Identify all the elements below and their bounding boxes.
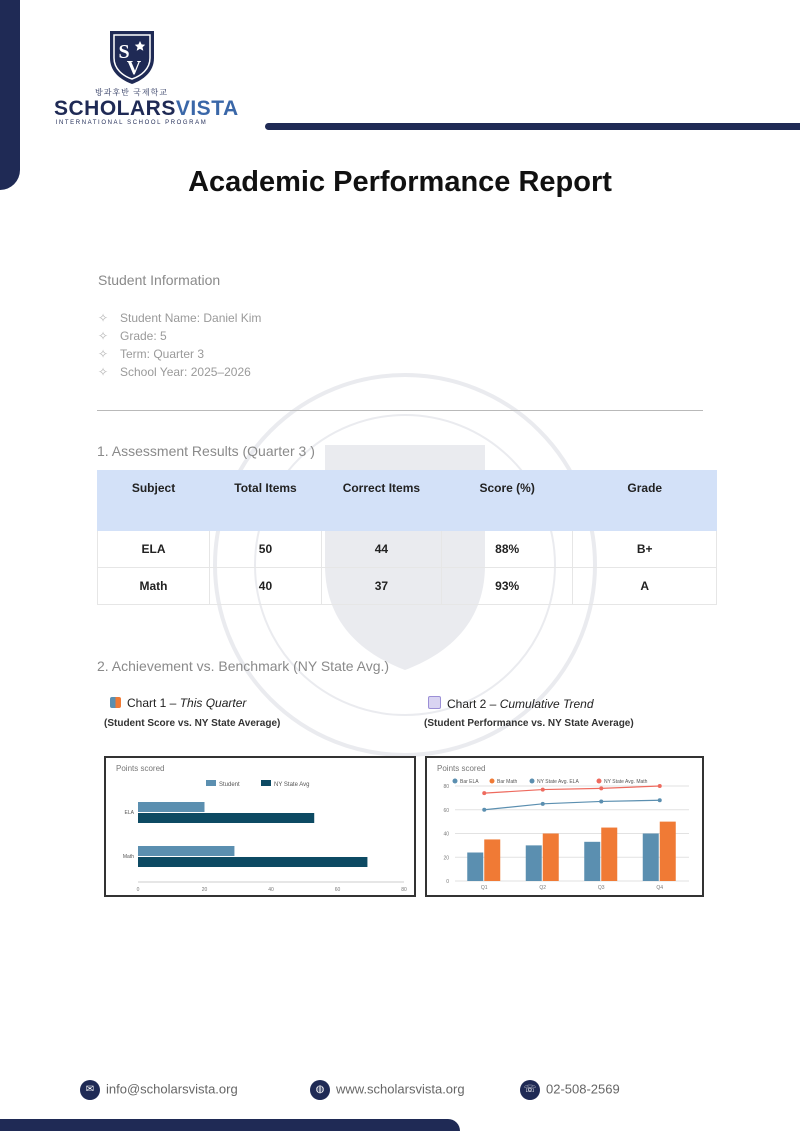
footer-email[interactable] bbox=[80, 1080, 238, 1100]
series-line bbox=[484, 800, 660, 810]
corner-accent bbox=[0, 0, 20, 190]
cell-total-items: 50 bbox=[210, 531, 322, 568]
chart1-subtitle: (Student Score vs. NY State Average) bbox=[104, 718, 281, 729]
bar bbox=[526, 845, 542, 881]
chart2-caption-emphasis: Cumulative Trend bbox=[499, 697, 594, 711]
bar-chart-icon bbox=[110, 697, 121, 708]
chart1-caption-prefix: Chart 1 – bbox=[127, 696, 180, 710]
legend-swatch bbox=[490, 779, 495, 784]
footer-website[interactable] bbox=[310, 1080, 465, 1100]
email-text[interactable]: info@scholarsvista.org bbox=[106, 1081, 238, 1097]
bar bbox=[467, 853, 483, 882]
cell-grade: A bbox=[573, 568, 717, 605]
bar bbox=[543, 834, 559, 882]
legend-swatch bbox=[206, 780, 216, 786]
table-row bbox=[98, 568, 717, 605]
cell-score: 93% bbox=[441, 568, 573, 605]
data-point bbox=[599, 786, 603, 790]
legend-swatch bbox=[453, 779, 458, 784]
chart2-subtitle: (Student Performance vs. NY State Average) bbox=[424, 718, 634, 729]
logo-word-scholars: SCHOLARS bbox=[54, 97, 176, 120]
logo-subtitle: INTERNATIONAL SCHOOL PROGRAM bbox=[55, 120, 208, 126]
chart1-plot bbox=[106, 758, 414, 895]
diamond-bullet-icon: ✧ bbox=[98, 329, 109, 343]
bar bbox=[138, 846, 234, 856]
legend-label: NY State Avg bbox=[274, 782, 310, 788]
cell-correct-items: 37 bbox=[321, 568, 441, 605]
x-tick-label: 60 bbox=[334, 887, 341, 893]
globe-icon: ◍ bbox=[310, 1080, 330, 1100]
footer-accent-bar bbox=[0, 1119, 460, 1131]
logo-korean-text: 방과후반 국제학교 bbox=[94, 88, 169, 97]
header-rule bbox=[265, 123, 800, 130]
logo-word-vista: VISTA bbox=[175, 97, 239, 120]
mail-icon: ✉ bbox=[80, 1080, 100, 1100]
bar bbox=[584, 842, 600, 881]
column-header-grade: Grade bbox=[573, 471, 717, 531]
x-tick-label: 0 bbox=[136, 887, 140, 893]
x-tick-label: Q2 bbox=[539, 885, 547, 891]
data-point bbox=[541, 788, 545, 792]
cell-score: 88% bbox=[441, 531, 573, 568]
data-point bbox=[599, 799, 603, 803]
diamond-bullet-icon: ✧ bbox=[98, 365, 109, 379]
diamond-bullet-icon: ✧ bbox=[98, 347, 109, 361]
legend-label: NY State Avg. ELA bbox=[537, 779, 579, 785]
student-name: Student Name: Daniel Kim bbox=[120, 311, 262, 325]
list-item bbox=[98, 345, 261, 363]
column-header-score: Score (%) bbox=[441, 471, 573, 531]
column-header-subject: Subject bbox=[98, 471, 210, 531]
student-info-label: Student Information bbox=[98, 272, 221, 288]
data-point bbox=[541, 802, 545, 806]
list-item bbox=[98, 309, 261, 327]
legend-label: NY State Avg. Math bbox=[604, 779, 648, 785]
shield-logo-icon bbox=[107, 28, 157, 86]
data-point bbox=[658, 798, 662, 802]
chart1-caption bbox=[110, 696, 246, 710]
section-divider bbox=[97, 410, 703, 411]
assessment-table bbox=[97, 470, 717, 605]
bar bbox=[138, 802, 205, 812]
y-tick-label: 40 bbox=[443, 831, 449, 838]
series-line bbox=[484, 786, 660, 793]
legend-label: Bar ELA bbox=[460, 779, 479, 785]
legend-label: Bar Math bbox=[497, 779, 518, 785]
website-text[interactable]: www.scholarsvista.org bbox=[336, 1081, 465, 1097]
bar bbox=[484, 839, 500, 881]
chart2-caption bbox=[428, 696, 594, 711]
legend-swatch bbox=[261, 780, 271, 786]
bar bbox=[138, 857, 367, 867]
column-header-total-items: Total Items bbox=[210, 471, 322, 531]
list-item bbox=[98, 327, 261, 345]
student-term: Term: Quarter 3 bbox=[120, 347, 205, 361]
bar bbox=[601, 828, 617, 881]
cell-subject: Math bbox=[98, 568, 210, 605]
assessment-heading: 1. Assessment Results (Quarter 3 ) bbox=[97, 443, 315, 459]
data-point bbox=[482, 791, 486, 795]
bar bbox=[138, 813, 314, 823]
student-grade: Grade: 5 bbox=[120, 329, 167, 343]
cell-subject: ELA bbox=[98, 531, 210, 568]
line-chart-icon bbox=[428, 696, 441, 709]
x-tick-label: Q1 bbox=[480, 885, 488, 891]
legend-swatch bbox=[530, 779, 535, 784]
logo-wordmark bbox=[54, 97, 239, 120]
svg-text:V: V bbox=[126, 57, 141, 79]
svg-text:S: S bbox=[117, 41, 130, 63]
y-tick-label: 20 bbox=[443, 855, 449, 862]
bar bbox=[660, 822, 676, 881]
data-point bbox=[658, 784, 662, 788]
y-tick-label: 0 bbox=[446, 879, 449, 885]
school-logo bbox=[54, 28, 239, 126]
phone-icon: ☏ bbox=[520, 1080, 540, 1100]
chart2-caption-prefix: Chart 2 – bbox=[447, 697, 500, 711]
list-item bbox=[98, 363, 261, 381]
x-tick-label: 40 bbox=[268, 887, 274, 893]
report-title: Academic Performance Report bbox=[188, 166, 612, 198]
data-point bbox=[482, 808, 486, 812]
legend-label: Student bbox=[219, 782, 240, 788]
y-tick-label: ELA bbox=[124, 810, 134, 816]
table-row bbox=[98, 531, 717, 568]
chart1-caption-emphasis: This Quarter bbox=[179, 696, 247, 710]
y-tick-label: Math bbox=[122, 854, 134, 860]
chart1-frame bbox=[104, 756, 416, 897]
achievement-heading: 2. Achievement vs. Benchmark (NY State Avg.) bbox=[97, 658, 390, 674]
x-tick-label: 20 bbox=[201, 887, 208, 893]
x-tick-label: Q4 bbox=[656, 885, 664, 891]
column-header-correct-items: Correct Items bbox=[321, 471, 441, 531]
legend-swatch bbox=[597, 779, 602, 784]
student-info-list bbox=[98, 309, 261, 381]
cell-grade: B+ bbox=[573, 531, 717, 568]
chart2-frame bbox=[425, 756, 704, 897]
x-tick-label: 80 bbox=[401, 887, 407, 893]
chart1-title: Points scored bbox=[116, 764, 165, 773]
cell-total-items: 40 bbox=[210, 568, 322, 605]
phone-text[interactable]: 02-508-2569 bbox=[546, 1081, 620, 1097]
table-header-row bbox=[98, 471, 717, 531]
diamond-bullet-icon: ✧ bbox=[98, 311, 109, 325]
y-tick-label: 80 bbox=[443, 784, 449, 790]
footer-phone[interactable] bbox=[520, 1080, 620, 1100]
student-school-year: School Year: 2025–2026 bbox=[120, 365, 251, 379]
y-tick-label: 60 bbox=[443, 807, 449, 814]
bar bbox=[643, 834, 659, 882]
chart2-title: Points scored bbox=[437, 764, 486, 773]
x-tick-label: Q3 bbox=[597, 885, 605, 891]
cell-correct-items: 44 bbox=[321, 531, 441, 568]
chart2-plot bbox=[427, 758, 702, 895]
